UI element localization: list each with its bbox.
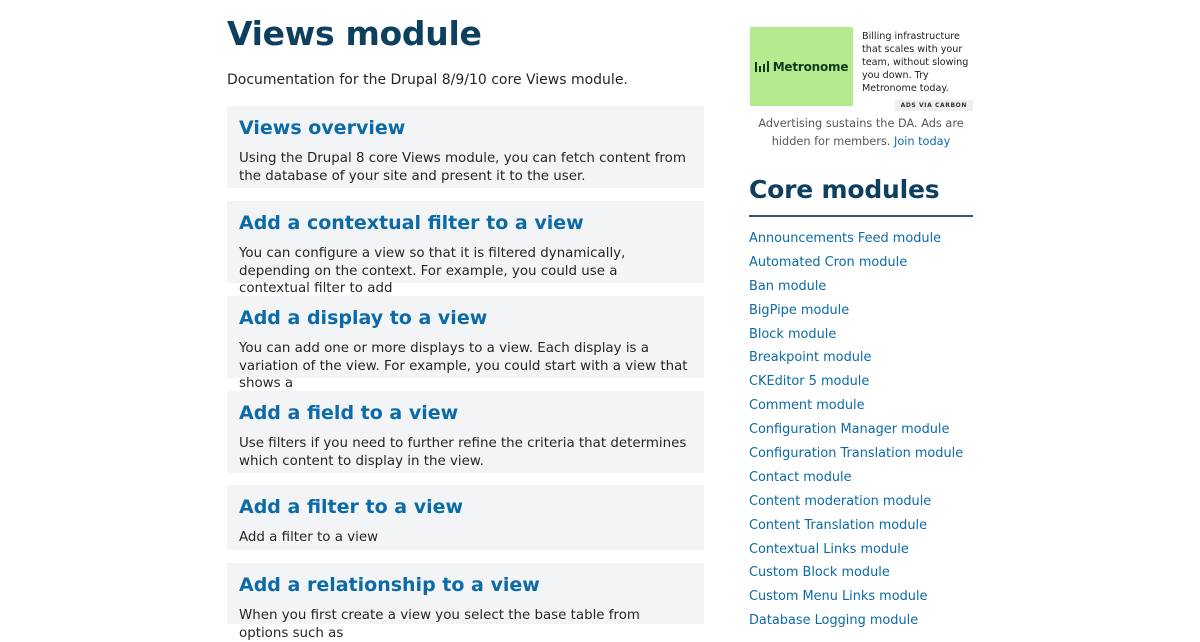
list-item: [749, 251, 963, 275]
list-item: [749, 275, 963, 299]
card-summary: Add a filter to a view: [239, 530, 379, 545]
card-title-link[interactable]: Add a display to a view: [239, 307, 488, 329]
list-item: [749, 418, 963, 442]
list-item: [749, 609, 963, 633]
ad-brand: Metronome: [772, 59, 849, 74]
card-contextual-filter: [227, 201, 704, 296]
card-summary: Using the Drupal 8 core Views module, you can fetch content from the database of your site and present it to the user.: [239, 151, 686, 184]
card-title-link[interactable]: Add a relationship to a view: [239, 574, 540, 596]
list-item: [749, 514, 963, 538]
join-today-link[interactable]: Join today: [894, 135, 951, 148]
card-title-link[interactable]: Add a filter to a view: [239, 496, 464, 518]
list-item: [749, 227, 963, 251]
card-add-filter: [227, 485, 704, 550]
ad-image[interactable]: [750, 27, 853, 106]
list-item: [749, 561, 963, 585]
module-link[interactable]: Custom Block module: [749, 565, 890, 581]
page-intro: Documentation for the Drupal 8/9/10 core Views module.: [227, 72, 628, 88]
card-views-overview: [227, 106, 704, 188]
card-summary: You can configure a view so that it is filtered dynamically, depending on the context. For example, you could use a contextual filter to add: [239, 246, 626, 296]
list-item: [749, 466, 963, 490]
card-add-field: [227, 391, 704, 473]
card-summary: You can add one or more displays to a view. Each display is a variation of the view. For example, you could start with a view that shows a: [239, 341, 688, 391]
module-link[interactable]: Content Translation module: [749, 517, 928, 533]
ads-via-carbon-link[interactable]: ADS VIA CARBON: [895, 100, 973, 111]
list-item: [749, 323, 963, 347]
list-item: [749, 346, 963, 370]
ad-disclaimer: [749, 115, 973, 151]
module-link[interactable]: Comment module: [749, 398, 865, 414]
list-item: [749, 370, 963, 394]
ad-logo: [755, 60, 849, 74]
metronome-bars-icon: [755, 61, 769, 73]
sidebar-divider: [749, 215, 973, 217]
module-link[interactable]: Configuration Translation module: [749, 446, 964, 462]
list-item: [749, 538, 963, 562]
module-link[interactable]: Announcements Feed module: [749, 231, 942, 246]
card-title-link[interactable]: Views overview: [239, 117, 406, 139]
list-item: [749, 299, 963, 323]
module-link[interactable]: Configuration Manager module: [749, 422, 950, 438]
card-add-relationship: [227, 563, 704, 641]
module-link[interactable]: Breakpoint module: [749, 350, 872, 366]
list-item: [749, 394, 963, 418]
ad-text[interactable]: Billing infrastructure that scales with your team, without slowing you down. Try Metronome today.: [862, 31, 969, 94]
module-link[interactable]: Automated Cron module: [749, 254, 908, 270]
ad-note-text: Advertising sustains the DA. Ads are hidden for members.: [758, 117, 964, 148]
module-link[interactable]: Contact module: [749, 469, 852, 485]
core-modules-list: [749, 227, 963, 633]
page-title: Views module: [227, 14, 482, 53]
module-link[interactable]: Content moderation module: [749, 493, 932, 509]
module-link[interactable]: Database Logging module: [749, 613, 919, 629]
module-link[interactable]: Ban module: [749, 278, 827, 294]
module-link[interactable]: Contextual Links module: [749, 541, 909, 557]
list-item: [749, 490, 963, 514]
card-summary: When you first create a view you select the base table from options such as: [239, 608, 640, 641]
list-item: [749, 442, 963, 466]
carbon-ad[interactable]: [749, 18, 973, 114]
card-title-link[interactable]: Add a contextual filter to a view: [239, 212, 584, 234]
card-add-display: [227, 296, 704, 391]
list-item: [749, 585, 963, 609]
module-link[interactable]: Block module: [749, 326, 837, 342]
card-summary: Use filters if you need to further refine the criteria that determines which content to display in the view.: [239, 436, 687, 469]
module-link[interactable]: CKEditor 5 module: [749, 374, 870, 390]
module-link[interactable]: BigPipe module: [749, 302, 850, 318]
sidebar-title: Core modules: [749, 175, 940, 204]
card-title-link[interactable]: Add a field to a view: [239, 402, 459, 424]
module-link[interactable]: Custom Menu Links module: [749, 589, 928, 605]
